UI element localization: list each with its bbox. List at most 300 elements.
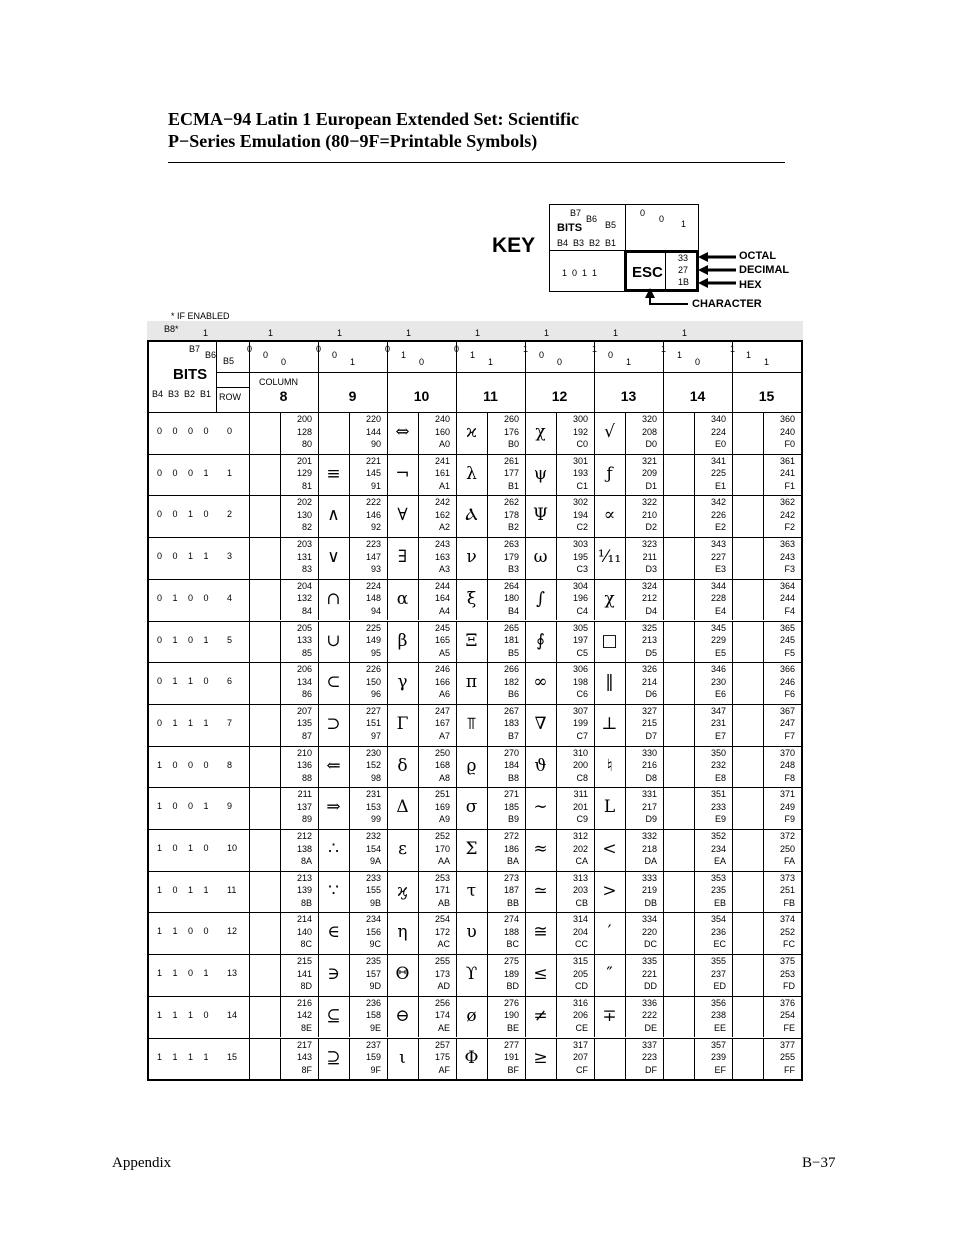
octal-value: 372 bbox=[779, 831, 795, 841]
hex-value: BE bbox=[506, 1022, 519, 1033]
decimal-value: 247 bbox=[779, 718, 795, 729]
decimal-value: 226 bbox=[710, 509, 726, 520]
code-values bbox=[627, 788, 657, 826]
code-values bbox=[351, 1039, 381, 1077]
code-values bbox=[696, 872, 726, 910]
octal-value: 304 bbox=[572, 580, 588, 591]
cell-inner-divider bbox=[625, 787, 626, 829]
hex-value: E9 bbox=[714, 814, 726, 825]
code-values bbox=[489, 747, 519, 785]
cell-inner-divider bbox=[418, 746, 419, 788]
cell-inner-divider bbox=[694, 787, 695, 829]
code-values bbox=[627, 1039, 657, 1077]
cell-inner-divider bbox=[418, 954, 419, 996]
decimal-value: 225 bbox=[710, 468, 726, 479]
octal-value: 312 bbox=[572, 831, 588, 841]
code-values bbox=[489, 1039, 519, 1077]
b8-value: 1 bbox=[203, 328, 209, 338]
hex-value: B3 bbox=[507, 564, 519, 575]
column-bit: 1 bbox=[746, 350, 752, 360]
decimal-value: 142 bbox=[296, 1010, 312, 1021]
column-number-9: 9 bbox=[348, 388, 357, 404]
hex-value: BF bbox=[507, 1064, 519, 1075]
code-values bbox=[420, 413, 450, 451]
decimal-value: 180 bbox=[503, 593, 519, 604]
hex-value: D8 bbox=[645, 772, 657, 783]
decimal-value: 192 bbox=[572, 426, 588, 437]
code-values bbox=[351, 705, 381, 743]
hex-value: D7 bbox=[645, 730, 657, 741]
row-bits: 0 0 0 1 bbox=[157, 467, 213, 478]
decimal-value: 252 bbox=[779, 926, 795, 937]
hex-value: A2 bbox=[438, 522, 450, 533]
octal-value: 325 bbox=[641, 622, 657, 633]
cell-divider bbox=[801, 746, 802, 788]
decimal-value: 201 bbox=[572, 801, 588, 812]
decimal-value: 188 bbox=[503, 926, 519, 937]
decimal-value: 200 bbox=[572, 760, 588, 771]
character-glyph: ω bbox=[533, 547, 548, 568]
cell-divider bbox=[663, 954, 664, 996]
hex-value: CA bbox=[575, 856, 588, 866]
row-bits: 1 0 1 0 bbox=[157, 843, 213, 853]
octal-value: 361 bbox=[779, 455, 795, 466]
octal-value: 235 bbox=[365, 956, 381, 967]
character-glyph: ⊃ bbox=[326, 713, 341, 734]
octal-value: 201 bbox=[296, 455, 312, 466]
hex-value: D3 bbox=[645, 564, 657, 575]
hex-value: 87 bbox=[301, 730, 312, 741]
octal-value: 276 bbox=[503, 997, 519, 1008]
octal-value: 345 bbox=[710, 622, 726, 633]
cell-inner-divider bbox=[694, 871, 695, 913]
decimal-value: 236 bbox=[710, 926, 726, 937]
cell-inner-divider bbox=[625, 662, 626, 704]
cell-inner-divider bbox=[487, 454, 488, 496]
code-values bbox=[765, 997, 795, 1035]
character-glyph: ε bbox=[398, 839, 407, 859]
character-glyph: < bbox=[602, 839, 617, 859]
cell-inner-divider bbox=[763, 704, 764, 746]
character-glyph: ≤ bbox=[533, 964, 548, 985]
cell-inner-divider bbox=[349, 871, 350, 913]
character-glyph: ƒ bbox=[606, 463, 613, 484]
octal-value: 321 bbox=[641, 455, 657, 466]
octal-value: 341 bbox=[710, 455, 726, 466]
code-values bbox=[489, 538, 519, 576]
hex-value: 8D bbox=[300, 981, 312, 992]
code-values bbox=[282, 872, 312, 910]
decimal-value: 255 bbox=[779, 1052, 795, 1062]
cell-divider bbox=[663, 579, 664, 621]
character-glyph: □ bbox=[601, 630, 618, 651]
octal-value: 242 bbox=[434, 497, 450, 508]
hex-value: E1 bbox=[714, 480, 726, 491]
cell-inner-divider bbox=[694, 537, 695, 579]
code-values bbox=[420, 1039, 450, 1077]
cell-divider bbox=[801, 454, 802, 496]
cell-divider bbox=[663, 662, 664, 704]
code-values bbox=[627, 663, 657, 701]
decimal-value: 189 bbox=[503, 968, 519, 979]
octal-value: 353 bbox=[710, 872, 726, 883]
character-glyph: ∃ bbox=[397, 547, 408, 568]
octal-value: 240 bbox=[434, 414, 450, 424]
cell-inner-divider bbox=[625, 704, 626, 746]
cell-inner-divider bbox=[280, 746, 281, 788]
hex-value: F3 bbox=[784, 564, 795, 575]
hex-value: C3 bbox=[576, 564, 588, 575]
hex-value: 9E bbox=[369, 1022, 381, 1033]
character-glyph: ∫ bbox=[536, 588, 545, 609]
character-glyph: ¹⁄₁₁ bbox=[597, 547, 622, 568]
code-values bbox=[765, 705, 795, 743]
hex-value: 93 bbox=[370, 564, 381, 575]
decimal-value: 168 bbox=[434, 760, 450, 771]
code-values bbox=[282, 788, 312, 826]
key-rowbits: 1 0 1 1 bbox=[562, 268, 598, 278]
octal-value: 336 bbox=[641, 997, 657, 1008]
if-enabled-note: * IF ENABLED bbox=[171, 311, 230, 321]
decimal-value: 167 bbox=[434, 718, 450, 729]
code-values bbox=[627, 747, 657, 785]
cell-divider bbox=[732, 746, 733, 788]
row-bits: 1 1 1 1 bbox=[157, 1051, 213, 1062]
cell-inner-divider bbox=[280, 662, 281, 704]
octal-value: 271 bbox=[503, 789, 519, 800]
decimal-value: 166 bbox=[434, 676, 450, 687]
octal-value: 373 bbox=[779, 872, 795, 883]
decimal-value: 207 bbox=[572, 1052, 588, 1062]
code-values bbox=[489, 913, 519, 951]
cell-inner-divider bbox=[694, 954, 695, 996]
code-values bbox=[696, 997, 726, 1035]
cell-inner-divider bbox=[349, 746, 350, 788]
decimal-value: 154 bbox=[365, 843, 381, 854]
decimal-value: 238 bbox=[710, 1010, 726, 1021]
hex-value: 9F bbox=[370, 1064, 381, 1075]
decimal-value: 159 bbox=[365, 1052, 381, 1062]
cell-inner-divider bbox=[556, 495, 557, 537]
character-glyph: ″ bbox=[606, 964, 613, 985]
hex-value: 84 bbox=[301, 605, 312, 616]
code-values bbox=[489, 413, 519, 451]
cell-divider bbox=[801, 662, 802, 704]
cell-divider bbox=[801, 579, 802, 621]
header-b6: B6 bbox=[205, 350, 217, 360]
hex-value: AA bbox=[437, 856, 450, 866]
cell-inner-divider bbox=[487, 495, 488, 537]
octal-value: 247 bbox=[434, 705, 450, 716]
octal-value: 270 bbox=[503, 747, 519, 758]
character-glyph: Ψ bbox=[533, 505, 548, 526]
cell-divider bbox=[801, 704, 802, 746]
octal-value: 324 bbox=[641, 580, 657, 591]
octal-value: 306 bbox=[572, 664, 588, 675]
hex-value: B4 bbox=[507, 605, 519, 616]
code-values bbox=[696, 955, 726, 993]
decimal-value: 147 bbox=[365, 551, 381, 562]
octal-value: 310 bbox=[572, 747, 588, 758]
character-glyph: ⊂ bbox=[326, 672, 341, 693]
decimal-value: 149 bbox=[365, 635, 381, 645]
cell-inner-divider bbox=[418, 1038, 419, 1080]
code-values bbox=[696, 1039, 726, 1077]
decimal-value: 153 bbox=[365, 801, 381, 812]
hex-value: 89 bbox=[301, 814, 312, 825]
cell-inner-divider bbox=[694, 579, 695, 621]
hex-value: DC bbox=[644, 939, 657, 950]
code-values bbox=[696, 663, 726, 701]
arrow-character bbox=[650, 298, 688, 304]
decimal-value: 227 bbox=[710, 551, 726, 562]
octal-value: 377 bbox=[779, 1039, 795, 1050]
decimal-value: 254 bbox=[779, 1010, 795, 1021]
column-number-12: 12 bbox=[551, 388, 568, 404]
hex-value: EB bbox=[713, 897, 726, 908]
octal-value: 260 bbox=[503, 414, 519, 424]
octal-value: 230 bbox=[365, 747, 381, 758]
octal-value: 251 bbox=[434, 789, 450, 800]
hex-value: F4 bbox=[784, 605, 795, 616]
column-number-15: 15 bbox=[758, 388, 775, 404]
column-bit: 0 bbox=[332, 350, 338, 360]
octal-value: 362 bbox=[779, 497, 795, 508]
cell-inner-divider bbox=[556, 912, 557, 954]
character-glyph: χ bbox=[535, 422, 546, 442]
character-glyph: ∋ bbox=[327, 964, 340, 985]
code-values bbox=[420, 580, 450, 618]
decimal-value: 140 bbox=[296, 926, 312, 937]
cell-divider bbox=[318, 412, 319, 454]
code-values bbox=[627, 872, 657, 910]
decimal-value: 173 bbox=[434, 968, 450, 979]
cell-inner-divider bbox=[763, 912, 764, 954]
cell-inner-divider bbox=[418, 871, 419, 913]
code-values bbox=[627, 538, 657, 576]
cell-inner-divider bbox=[763, 537, 764, 579]
cell-inner-divider bbox=[280, 454, 281, 496]
cell-inner-divider bbox=[487, 621, 488, 663]
hex-value: C6 bbox=[576, 689, 588, 700]
octal-value: 305 bbox=[572, 622, 588, 633]
column-bit: 0 bbox=[247, 344, 253, 354]
arrow-decimal-head-icon bbox=[698, 265, 708, 275]
hex-value: F2 bbox=[784, 522, 795, 533]
cell-inner-divider bbox=[487, 662, 488, 704]
hex-value: 8E bbox=[300, 1022, 312, 1033]
code-values bbox=[351, 455, 381, 493]
cell-inner-divider bbox=[418, 454, 419, 496]
character-glyph: ϗ bbox=[397, 880, 408, 901]
cell-inner-divider bbox=[349, 829, 350, 871]
decimal-value: 132 bbox=[296, 593, 312, 604]
character-glyph: √ bbox=[604, 422, 615, 442]
code-values bbox=[627, 955, 657, 993]
hex-value: FC bbox=[783, 939, 795, 950]
row-number: 1 bbox=[227, 467, 233, 478]
hex-value: BA bbox=[506, 856, 519, 866]
decimal-value: 246 bbox=[779, 676, 795, 687]
octal-value: 244 bbox=[434, 580, 450, 591]
code-values bbox=[558, 788, 588, 826]
key-dec: 27 bbox=[678, 265, 689, 275]
octal-value: 375 bbox=[779, 956, 795, 967]
code-values bbox=[558, 455, 588, 493]
cell-divider bbox=[801, 621, 802, 663]
cell-divider bbox=[732, 579, 733, 621]
character-glyph: Ξ bbox=[465, 630, 478, 651]
decimal-value: 134 bbox=[296, 676, 312, 687]
row-number: 11 bbox=[227, 884, 237, 895]
cell-inner-divider bbox=[763, 954, 764, 996]
octal-value: 232 bbox=[365, 831, 381, 841]
cell-divider bbox=[594, 1038, 595, 1080]
hex-value: EF bbox=[714, 1064, 726, 1075]
code-values bbox=[765, 622, 795, 660]
character-glyph: ø bbox=[466, 1005, 477, 1026]
cell-inner-divider bbox=[418, 662, 419, 704]
character-glyph: > bbox=[602, 880, 617, 901]
cell-inner-divider bbox=[763, 579, 764, 621]
row-number: 3 bbox=[227, 551, 233, 562]
decimal-value: 155 bbox=[365, 885, 381, 896]
hex-value: B5 bbox=[507, 647, 519, 658]
decimal-value: 191 bbox=[503, 1052, 519, 1062]
octal-value: 256 bbox=[434, 997, 450, 1008]
decimal-value: 242 bbox=[779, 509, 795, 520]
key-character-label: CHARACTER bbox=[692, 298, 762, 310]
decimal-value: 197 bbox=[572, 635, 588, 645]
octal-value: 254 bbox=[434, 914, 450, 925]
octal-value: 355 bbox=[710, 956, 726, 967]
decimal-value: 186 bbox=[503, 843, 519, 854]
cell-inner-divider bbox=[418, 704, 419, 746]
code-values bbox=[627, 705, 657, 743]
cell-inner-divider bbox=[280, 829, 281, 871]
cell-divider bbox=[732, 787, 733, 829]
code-values bbox=[765, 1039, 795, 1077]
hex-value: E2 bbox=[714, 522, 726, 533]
character-glyph: α bbox=[396, 588, 409, 609]
code-values bbox=[420, 705, 450, 743]
hex-value: D6 bbox=[645, 689, 657, 700]
octal-value: 216 bbox=[296, 997, 312, 1008]
footer-left: Appendix bbox=[112, 1155, 172, 1171]
cell-divider bbox=[663, 829, 664, 871]
hex-value: 8B bbox=[300, 897, 312, 908]
cell-inner-divider bbox=[556, 829, 557, 871]
decimal-value: 237 bbox=[710, 968, 726, 979]
decimal-value: 138 bbox=[296, 843, 312, 854]
cell-inner-divider bbox=[280, 1038, 281, 1080]
hex-value: C2 bbox=[576, 522, 588, 533]
decimal-value: 133 bbox=[296, 635, 312, 645]
octal-value: 272 bbox=[503, 831, 519, 841]
cell-inner-divider bbox=[349, 621, 350, 663]
cell-inner-divider bbox=[280, 787, 281, 829]
decimal-value: 251 bbox=[779, 885, 795, 896]
decimal-value: 206 bbox=[572, 1010, 588, 1021]
arrow-octal-head-icon bbox=[698, 252, 708, 262]
octal-value: 352 bbox=[710, 831, 726, 841]
hex-value: AC bbox=[437, 939, 450, 950]
column-bit: 1 bbox=[626, 357, 632, 367]
cell-inner-divider bbox=[487, 829, 488, 871]
cell-inner-divider bbox=[349, 662, 350, 704]
title-line-1: ECMA−94 Latin 1 European Extended Set: Scientific bbox=[168, 109, 579, 129]
code-values bbox=[765, 872, 795, 910]
code-values bbox=[282, 955, 312, 993]
code-values bbox=[558, 538, 588, 576]
code-values bbox=[489, 496, 519, 534]
code-values bbox=[489, 830, 519, 868]
hex-value: DB bbox=[644, 897, 657, 908]
octal-value: 363 bbox=[779, 539, 795, 550]
row-number: 5 bbox=[227, 634, 233, 645]
cell-divider bbox=[663, 495, 664, 537]
decimal-value: 172 bbox=[434, 926, 450, 937]
b8-value: 1 bbox=[406, 328, 412, 338]
character-glyph: χ bbox=[604, 588, 615, 609]
octal-value: 364 bbox=[779, 580, 795, 591]
code-values bbox=[558, 913, 588, 951]
code-values bbox=[558, 705, 588, 743]
hex-value: B9 bbox=[507, 814, 519, 825]
code-values bbox=[627, 413, 657, 451]
decimal-value: 151 bbox=[365, 718, 381, 729]
code-values bbox=[351, 913, 381, 951]
character-glyph: Ⲁ bbox=[465, 505, 478, 526]
cell-inner-divider bbox=[280, 954, 281, 996]
octal-value: 322 bbox=[641, 497, 657, 508]
character-glyph: ⊥ bbox=[601, 713, 618, 734]
cell-inner-divider bbox=[418, 537, 419, 579]
row-bits: 0 0 1 0 bbox=[157, 509, 213, 520]
hex-value: 82 bbox=[301, 522, 312, 533]
code-values bbox=[282, 1039, 312, 1077]
octal-value: 347 bbox=[710, 705, 726, 716]
code-values bbox=[351, 747, 381, 785]
column-bit: 1 bbox=[730, 344, 736, 354]
cell-inner-divider bbox=[556, 871, 557, 913]
code-values bbox=[420, 913, 450, 951]
character-glyph: ¬ bbox=[395, 463, 410, 484]
code-values bbox=[696, 788, 726, 826]
character-glyph: ∇ bbox=[534, 713, 547, 734]
octal-value: 342 bbox=[710, 497, 726, 508]
octal-value: 236 bbox=[365, 997, 381, 1008]
row-bits: 0 1 0 0 bbox=[157, 592, 213, 603]
code-values bbox=[765, 830, 795, 868]
b8-value: 1 bbox=[544, 328, 550, 338]
cell-inner-divider bbox=[556, 1038, 557, 1080]
hex-value: FF bbox=[784, 1064, 795, 1075]
code-values bbox=[558, 997, 588, 1035]
hex-value: 9A bbox=[369, 856, 381, 866]
cell-inner-divider bbox=[694, 454, 695, 496]
hex-value: 81 bbox=[301, 480, 312, 491]
decimal-value: 174 bbox=[434, 1010, 450, 1021]
code-values bbox=[696, 580, 726, 618]
cell-inner-divider bbox=[763, 662, 764, 704]
decimal-value: 152 bbox=[365, 760, 381, 771]
key-hex: 1B bbox=[678, 277, 690, 287]
cell-inner-divider bbox=[625, 746, 626, 788]
column-bit: 1 bbox=[488, 357, 494, 367]
octal-value: 255 bbox=[434, 956, 450, 967]
hex-value: 94 bbox=[370, 605, 381, 616]
